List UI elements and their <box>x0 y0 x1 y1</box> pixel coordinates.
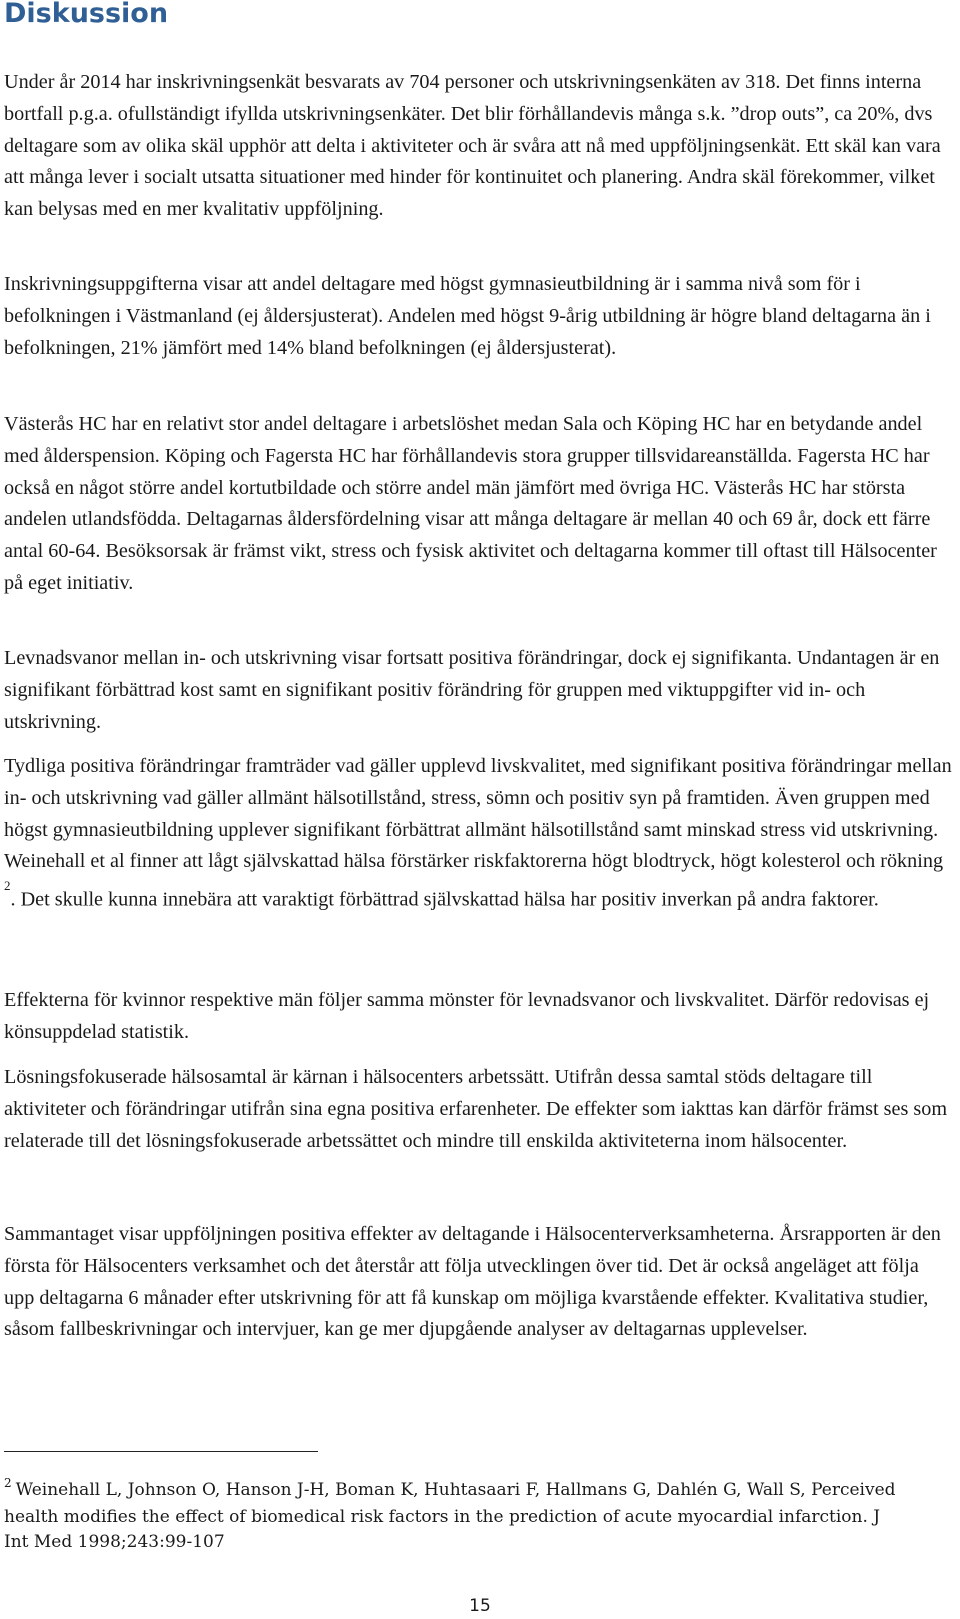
footnote <box>4 1478 904 1556</box>
footnote-reference: 2 <box>4 878 11 894</box>
footnote-text: Weinehall L, Johnson O, Hanson J-H, Boman K, Huhtasaari F, Hallmans G, Dahlén G, Wall S, Perceived health modifies the effect of biomedical risk factors in the prediction of acute myocardial infarction. J Int Med 1998;243:99-107 <box>4 1480 896 1552</box>
paragraph-summary: Sammantaget visar uppföljningen positiva effekter av deltagande i Hälsocenterverksamheterna. Årsrapporten är den första för Hälsocenters verksamhet och det återstår att följa utvecklingen över tid. Det är också angeläget att följa upp deltagarna 6 månader efter utskrivning för att få kunskap om möjliga kvarstående effekter. Kvalitativa studier, såsom fallbeskrivningar och intervjuer, kan ge mer djupgående analyser av deltagarnas upplevelser. <box>4 1223 941 1341</box>
quality-of-life-continuation: . Det skulle kunna innebära att varaktigt förbättrad självskattad hälsa har positiv inverkan på andra faktorer. <box>10 888 879 911</box>
footnote-divider <box>4 1451 318 1452</box>
page-number: 15 <box>469 1596 491 1616</box>
section-heading: Diskussion <box>4 0 169 29</box>
paragraph-gender: Effekterna för kvinnor respektive män följer samma mönster för levnadsvanor och livskvalitet. Därför redovisas ej könsuppdelad statistik. <box>4 989 930 1043</box>
paragraph-quality-of-life <box>4 751 954 917</box>
quality-of-life-text: Tydliga positiva förändringar framträder vad gäller upplevd livskvalitet, med signifikant positiva förändringar mellan in- och utskrivning vad gäller allmänt hälsotillstånd, stress, sömn och positiv syn på framtiden. Även gruppen med högst gymnasieutbildning upplever signifikant förbättrat allmänt hälsotillstånd samt minskad stress vid utskrivning. Weinehall et al finner att lågt självskattad hälsa förstärker riskfaktorerna högt blodtryck, högt kolesterol och rökning <box>4 755 952 873</box>
paragraph-lifestyle: Levnadsvanor mellan in- och utskrivning visar fortsatt positiva förändringar, dock ej signifikanta. Undantagen är en signifikant förbättrad kost samt en signifikant positiv förändring för gruppen med viktuppgifter vid in- och utskrivning. <box>4 647 940 733</box>
paragraph-response-rates: Under år 2014 har inskrivningsenkät besvarats av 704 personer och utskrivningsenkäten av 318. Det finns interna bortfall p.g.a. ofullständigt ifyllda utskrivningsenkäter. Det blir förhållandevis många s.k. ”drop outs”, ca 20%, dvs deltagare som av olika skäl upphör att delta i aktiviteter och är svåra att nå med uppföljningsenkät. Ett skäl kan vara att många lever i socialt utsatta situationer med hinder för kontinuitet och planering. Andra skäl förekommer, vilket kan belysas med en mer kvalitativ uppföljning. <box>4 71 941 221</box>
paragraph-health-centers: Västerås HC har en relativt stor andel deltagare i arbetslöshet medan Sala och Köping HC har en betydande andel med ålderspension. Köping och Fagersta HC har förhållandevis stora grupper tillsvidareanställda. Fagersta HC har också en något större andel kortutbildade och större andel män jämfört med övriga HC. Västerås HC har största andelen utlandsfödda. Deltagarnas åldersfördelning visar att många deltagare är mellan 40 och 69 år, dock ett färre antal 60-64. Besöksorsak är främst vikt, stress och fysisk aktivitet och deltagarna kommer till oftast till Hälsocenter på eget initiativ. <box>4 413 937 594</box>
paragraph-method: Lösningsfokuserade hälsosamtal är kärnan i hälsocenters arbetssätt. Utifrån dessa samtal stöds deltagare till aktiviteter och förändringar utifrån sina egna positiva erfarenheter. De effekter som iakttas kan därför främst ses som relaterade till det lösningsfokuserade arbetssättet och mindre till enskilda aktiviteterna inom hälsocenter. <box>4 1066 948 1152</box>
paragraph-education: Inskrivningsuppgifterna visar att andel deltagare med högst gymnasieutbildning är i samma nivå som för i befolkningen i Västmanland (ej åldersjusterat). Andelen med högst 9-årig utbildning är högre bland deltagarna än i befolkningen, 21% jämfört med 14% bland befolkningen (ej åldersjusterat). <box>4 273 931 359</box>
footnote-number: 2 <box>4 1476 12 1490</box>
